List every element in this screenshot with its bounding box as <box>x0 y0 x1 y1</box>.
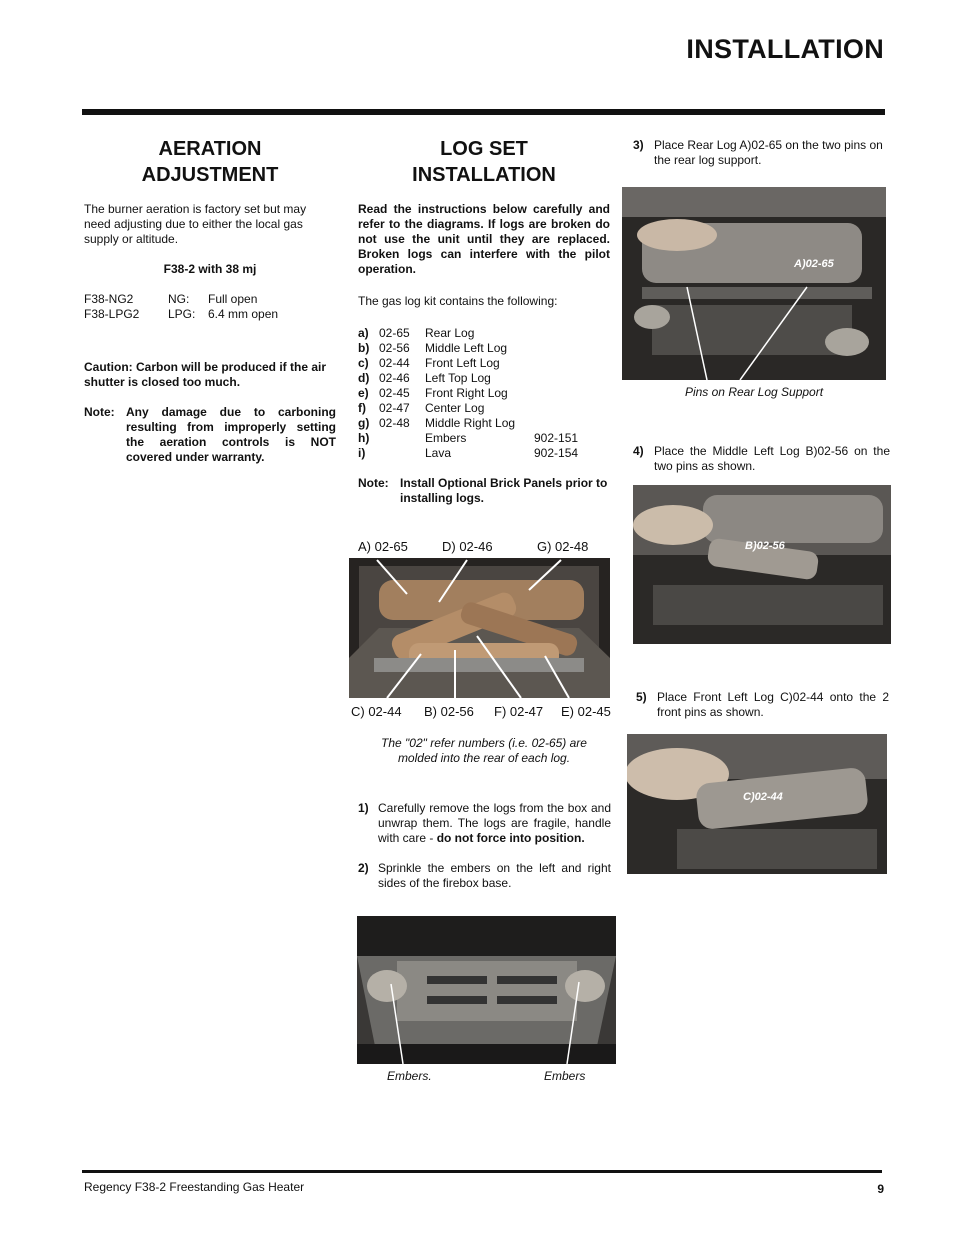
kit-item-name: Front Left Log <box>425 356 500 370</box>
kit-item-letter: i) <box>358 446 366 460</box>
page-number: 9 <box>877 1182 884 1196</box>
kit-item-code <box>379 431 425 446</box>
kit-item-letter: c) <box>358 356 369 370</box>
step-2: 2) Sprinkle the embers on the left and right sides of the firebox base. <box>358 861 611 890</box>
diagram-label-e: E) 02-45 <box>561 704 611 719</box>
kit-item <box>358 416 610 431</box>
kit-item-letter: f) <box>358 401 366 415</box>
header-rule <box>82 109 885 115</box>
step-4: 4) Place the Middle Left Log B)02-56 on the two pins as shown. <box>633 444 890 473</box>
diagram-label-d: D) 02-46 <box>442 539 493 554</box>
embers-label-left: Embers. <box>387 1069 432 1083</box>
kit-item-code: 02-65 <box>379 326 410 340</box>
kit-item-part: 902-151 <box>534 431 579 445</box>
aeration-caution: Caution: Carbon will be produced if the air shutter is closed too much. <box>84 360 327 389</box>
diagram-caption: The "02" refer numbers (i.e. 02-65) are molded into the rear of each log. <box>381 736 587 765</box>
footer-title: Regency F38-2 Freestanding Gas Heater <box>84 1180 305 1194</box>
diagram-label-f: F) 02-47 <box>494 704 544 719</box>
aeration-settings <box>84 292 336 322</box>
page-title: INSTALLATION <box>686 34 884 64</box>
kit-item-letter: g) <box>358 416 370 430</box>
middle-log-drawing <box>633 485 891 644</box>
aeration-intro: The burner aeration is factory set but may need adjusting due to either the local gas supply or altitude. <box>84 202 307 246</box>
middle-log-label: B)02-56 <box>745 540 785 552</box>
kit-item-name: Lava <box>425 446 452 460</box>
kit-item-part: 902-154 <box>534 446 579 460</box>
front-log-drawing <box>627 734 887 874</box>
kit-item <box>358 386 610 401</box>
kit-item-name: Left Top Log <box>425 371 491 385</box>
kit-item-name: Middle Right Log <box>425 416 516 430</box>
embers-label-right: Embers <box>544 1069 586 1083</box>
step-3: 3) Place Rear Log A)02-65 on the two pins on the rear log support. <box>633 138 883 167</box>
kit-item-name: Center Log <box>425 401 485 415</box>
kit-item-letter: d) <box>358 371 370 385</box>
logset-warning: Read the instructions below carefully and refer to the diagrams. If logs are broken do not use the unit until they are replaced. Broken logs can interfere with the pilot operation. <box>358 202 610 276</box>
kit-item-code: 02-48 <box>379 416 410 430</box>
rear-log-drawing <box>622 187 886 380</box>
footer-rule <box>82 1170 882 1173</box>
aeration-setting-row: F38-NG2 NG: Full open <box>84 292 258 306</box>
kit-item-code: 02-44 <box>379 356 410 370</box>
kit-item-letter: b) <box>358 341 370 355</box>
step-1: 1) Carefully remove the logs from the box and unwrap them. The logs are fragile, handle with care - do not force into position. <box>358 801 611 845</box>
kit-item <box>358 371 610 386</box>
logset-kit-list <box>358 326 610 461</box>
kit-item-code: 02-47 <box>379 401 410 415</box>
kit-item-letter: a) <box>358 326 369 340</box>
aeration-setting-row: F38-LPG2 LPG: 6.4 mm open <box>84 307 279 321</box>
rear-log-caption: Pins on Rear Log Support <box>684 385 824 399</box>
embers-photo <box>357 916 616 1064</box>
front-log-label: C)02-44 <box>743 791 783 803</box>
kit-item-letter: e) <box>358 386 369 400</box>
logset-note: Note: Install Optional Brick Panels prior to installing logs. <box>358 476 608 505</box>
kit-item <box>358 326 610 341</box>
kit-item <box>358 356 610 371</box>
kit-item-code: 02-46 <box>379 371 410 385</box>
aeration-heading: AERATION ADJUSTMENT <box>141 138 279 186</box>
kit-item <box>358 401 610 416</box>
kit-item-code <box>379 446 425 461</box>
kit-item <box>358 431 610 446</box>
log-diagram-drawing <box>349 558 610 698</box>
middle-log-photo <box>633 485 891 644</box>
aeration-section <box>84 136 336 465</box>
diagram-label-c: C) 02-44 <box>351 704 402 719</box>
kit-item-code: 02-56 <box>379 341 410 355</box>
logset-heading: LOG SET INSTALLATION <box>412 138 556 186</box>
diagram-label-g: G) 02-48 <box>537 539 589 554</box>
kit-item-name: Rear Log <box>425 326 475 340</box>
embers-drawing <box>357 916 616 1064</box>
log-diagram-photo <box>349 558 610 698</box>
step-5: 5) Place Front Left Log C)02-44 onto the 2 front pins as shown. <box>636 690 889 719</box>
aeration-note: Note: Any damage due to carboning resulting from improperly setting the aeration controls is NOT covered under warranty. <box>84 405 336 464</box>
kit-item-name: Embers <box>425 431 467 445</box>
kit-item-name: Front Right Log <box>425 386 508 400</box>
kit-item <box>358 446 610 461</box>
rear-log-photo <box>622 187 886 380</box>
logset-section <box>358 136 610 506</box>
kit-item <box>358 341 610 356</box>
logset-kit-intro: The gas log kit contains the following: <box>358 294 558 308</box>
kit-item-name: Middle Left Log <box>425 341 508 355</box>
front-log-photo <box>627 734 887 874</box>
rear-log-label: A)02-65 <box>794 258 834 270</box>
kit-item-code: 02-45 <box>379 386 410 400</box>
kit-item-letter: h) <box>358 431 370 445</box>
diagram-label-a: A) 02-65 <box>358 539 408 554</box>
diagram-label-b: B) 02-56 <box>424 704 474 719</box>
aeration-model-heading: F38-2 with 38 mj <box>163 262 257 276</box>
